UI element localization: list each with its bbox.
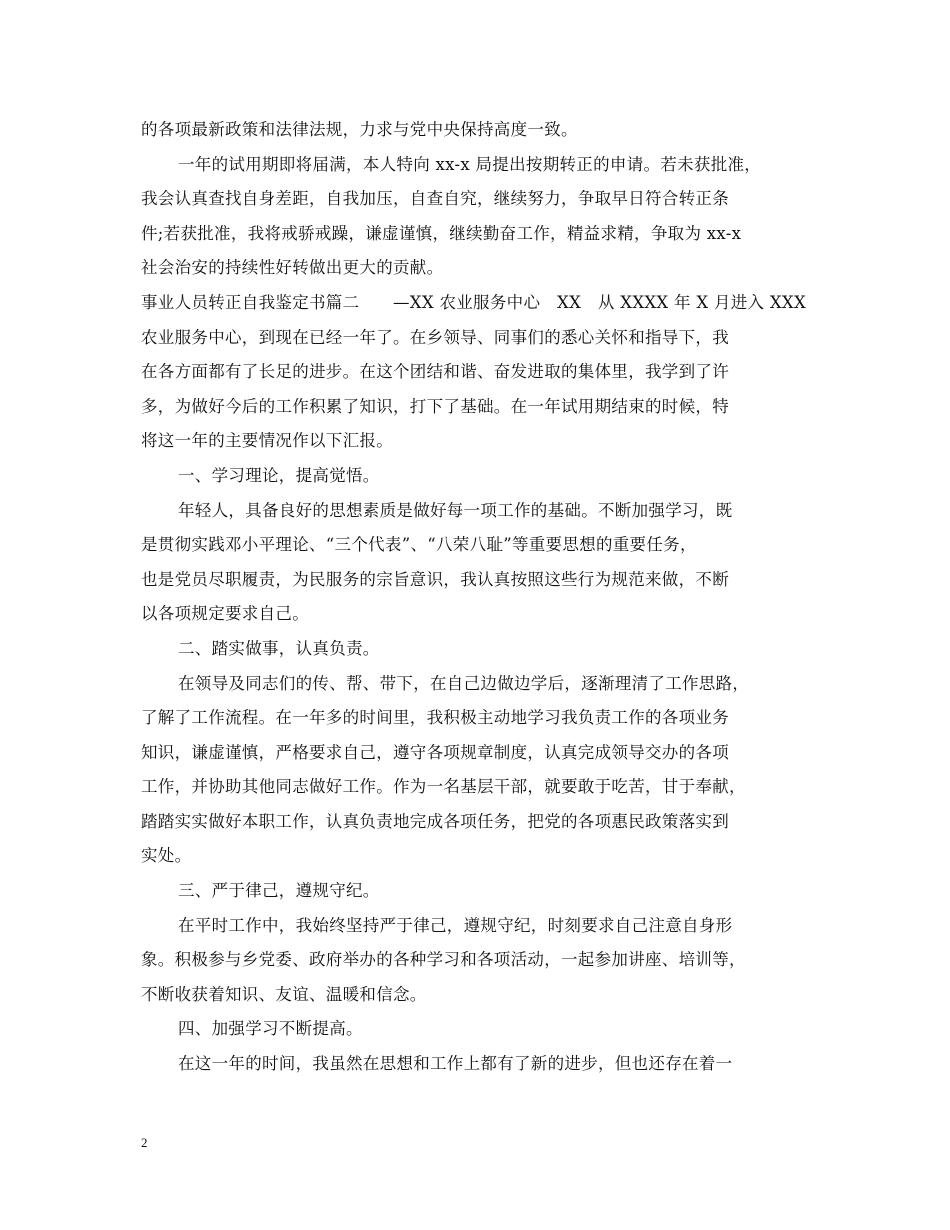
text-line: 以各项规定要求自己。 [141,604,309,624]
text-line: 了解了工作流程。在一年多的时间里，我积极主动地学习我负责工作的各项业务 [141,708,729,728]
text-line: 社会治安的持续性好转做出更大的贡献。 [141,258,444,278]
section-heading: 三、严于律己，遵规守纪。 [178,881,380,901]
section-heading: 二、踏实做事，认真负责。 [178,638,380,658]
section-heading: 四、加强学习不断提高。 [178,1019,363,1039]
text-line: 象。积极参与乡党委、政府举办的各种学习和各项活动，一起参加讲座、培训等， [141,950,746,970]
text-line: 在各方面都有了长足的进步。在这个团结和谐、奋发进取的集体里，我学到了许 [141,362,729,382]
text-line: 也是党员尽职履责，为民服务的宗旨意识，我认真按照这些行为规范来做，不断 [141,569,729,589]
text-line: 知识，谦虚谨慎，严格要求自己，遵守各项规章制度，认真完成领导交办的各项 [141,742,729,762]
text-line: 不断收获着知识、友谊、温暖和信念。 [141,984,427,1004]
text-line: 的各项最新政策和法律法规，力求与党中央保持高度一致。 [141,120,578,139]
text-line: 农业服务中心，到现在已经一年了。在乡领导、同事们的悉心关怀和指导下，我 [141,327,729,347]
text-line: 在平时工作中，我始终坚持严于律己，遵规守纪，时刻要求自己注意自身形 [178,915,733,935]
text-line: 在这一年的时间，我虽然在思想和工作上都有了新的进步，但也还存在着一 [178,1054,733,1074]
text-line: 将这一年的主要情况作以下汇报。 [141,431,393,451]
text-line: 我会认真查找自身差距，自我加压，自查自究，继续努力，争取早日符合转正条 [141,189,729,209]
text-line: 实处。 [141,846,192,866]
text-line: 踏踏实实做好本职工作，认真负责地完成各项任务，把党的各项惠民政策落实到 [141,811,729,831]
text-line: 年轻人，具备良好的思想素质是做好每一项工作的基础。不断加强学习，既 [178,500,733,520]
section-heading: 一、学习理论，提高觉悟。 [178,465,380,485]
text-line: 工作，并协助其他同志做好工作。作为一名基层干部，就要敢于吃苦，甘于奉献， [141,777,746,797]
text-line: 一年的试用期即将届满，本人特向 xx-x 局提出按期转正的申请。若未获批准， [178,154,762,174]
text-line: 件;若获批准，我将戒骄戒躁，谦虚谨慎，继续勤奋工作，精益求精，争取为 xx-x [141,223,742,243]
page-number: 2 [141,1135,148,1150]
text-line: 在领导及同志们的传、帮、带下，在自己边做边学后，逐渐理清了工作思路， [178,673,750,693]
section-title-line: 事业人员转正自我鉴定书篇二 —XX 农业服务中心 XX 从 XXXX 年 X 月进入 XXX [141,292,807,312]
document-body [141,113,821,1082]
text-line: 是贯彻实践邓小平理论、“三个代表”、“八荣八耻”等重要思想的重要任务， [141,535,697,555]
text-line: 多，为做好今后的工作积累了知识，打下了基础。在一年试用期结束的时候，特 [141,396,729,416]
